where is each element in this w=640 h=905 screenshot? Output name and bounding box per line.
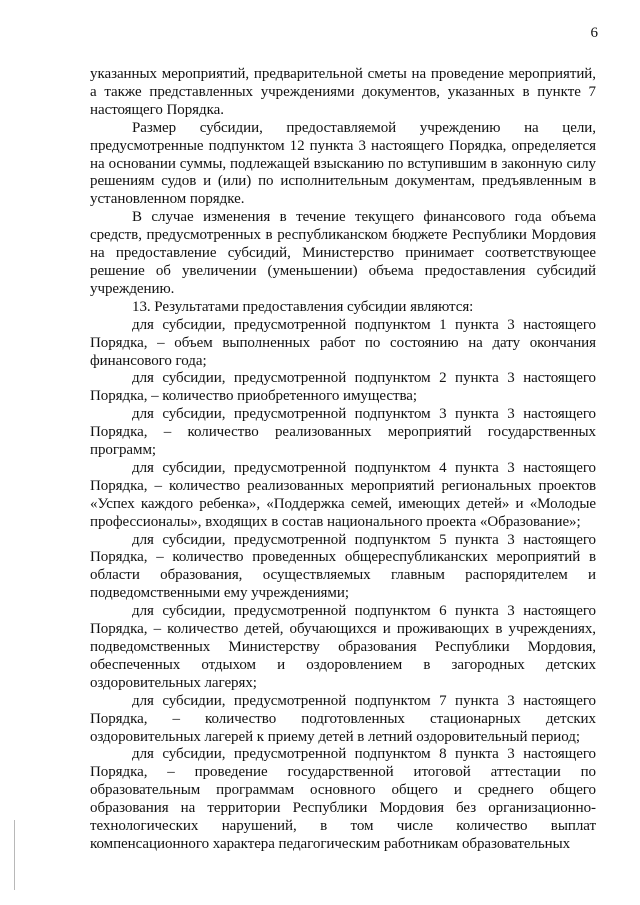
paragraph-heading: 13. Результатами предоставления субсидии являются: — [132, 298, 474, 315]
paragraph: для субсидии, предусмотренной подпунктом 7 пункта 3 настоящего Порядка, – количество подготовленных стационарных детских оздоровительных лагерей к приему детей в летний оздоровительный период; — [90, 692, 596, 745]
document-body — [90, 66, 596, 854]
paragraph: Размер субсидии, предоставляемой учреждению на цели, предусмотренные подпунктом 12 пункта 3 настоящего Порядка, определяется на основании суммы, подлежащей взысканию по вступившим в законную силу решениям судов и (или) по исполнительным документам, предъявленным в установленном порядке. — [90, 119, 596, 208]
paragraph: указанных мероприятий, предварительной сметы на проведение мероприятий, а также представленных учреждениями документов, указанных в пункте 7 настоящего Порядка. — [90, 66, 596, 118]
paragraph: для субсидии, предусмотренной подпунктом 2 пункта 3 настоящего Порядка, – количество приобретенного имущества; — [90, 370, 596, 405]
paragraph: для субсидии, предусмотренной подпунктом 4 пункта 3 настоящего Порядка, – количество реализованных мероприятий региональных проектов «Успех каждого ребенка», «Поддержка семей, имеющих детей» и «Молодые профессионалы», входящих в состав национального проекта «Образование»; — [90, 459, 596, 530]
paragraph: В случае изменения в течение текущего финансового года объема средств, предусмотренных в республиканском бюджете Республики Мордовия на предоставление субсидий, Министерство принимает соответствующее решение об увеличении (уменьшении) объема предоставления субсидий учреждению. — [90, 209, 596, 297]
page-number: 6 — [590, 25, 598, 41]
paragraph: для субсидии, предусмотренной подпунктом 8 пункта 3 настоящего Порядка, – проведение государственной итоговой аттестации по образовательным программам основного общего и среднего общего образования на территории Республики Мордовия без организационно-технологических нарушений, в том числе количество выплат компенсационного характера педагогическим работникам образовательных — [90, 746, 596, 852]
paragraph: для субсидии, предусмотренной подпунктом 1 пункта 3 настоящего Порядка, – объем выполненных работ по состоянию на дату окончания финансового года; — [90, 316, 596, 369]
paragraph: для субсидии, предусмотренной подпунктом 3 пункта 3 настоящего Порядка, – количество реализованных мероприятий государственных программ; — [90, 406, 596, 459]
paragraph: для субсидии, предусмотренной подпунктом 5 пункта 3 настоящего Порядка, – количество проведенных общереспубликанских мероприятий в области образования, осуществляемых главным распорядителем и подведомственными ему учреждениями; — [90, 531, 596, 602]
paragraph: для субсидии, предусмотренной подпунктом 6 пункта 3 настоящего Порядка, – количество детей, обучающихся и проживающих в учреждениях, подведомственных Министерству образования Республики Мордовия, обеспеченных отдыхом и оздоровлением в загородных детских оздоровительных лагерях; — [90, 603, 596, 691]
scan-edge-mark — [14, 820, 15, 890]
